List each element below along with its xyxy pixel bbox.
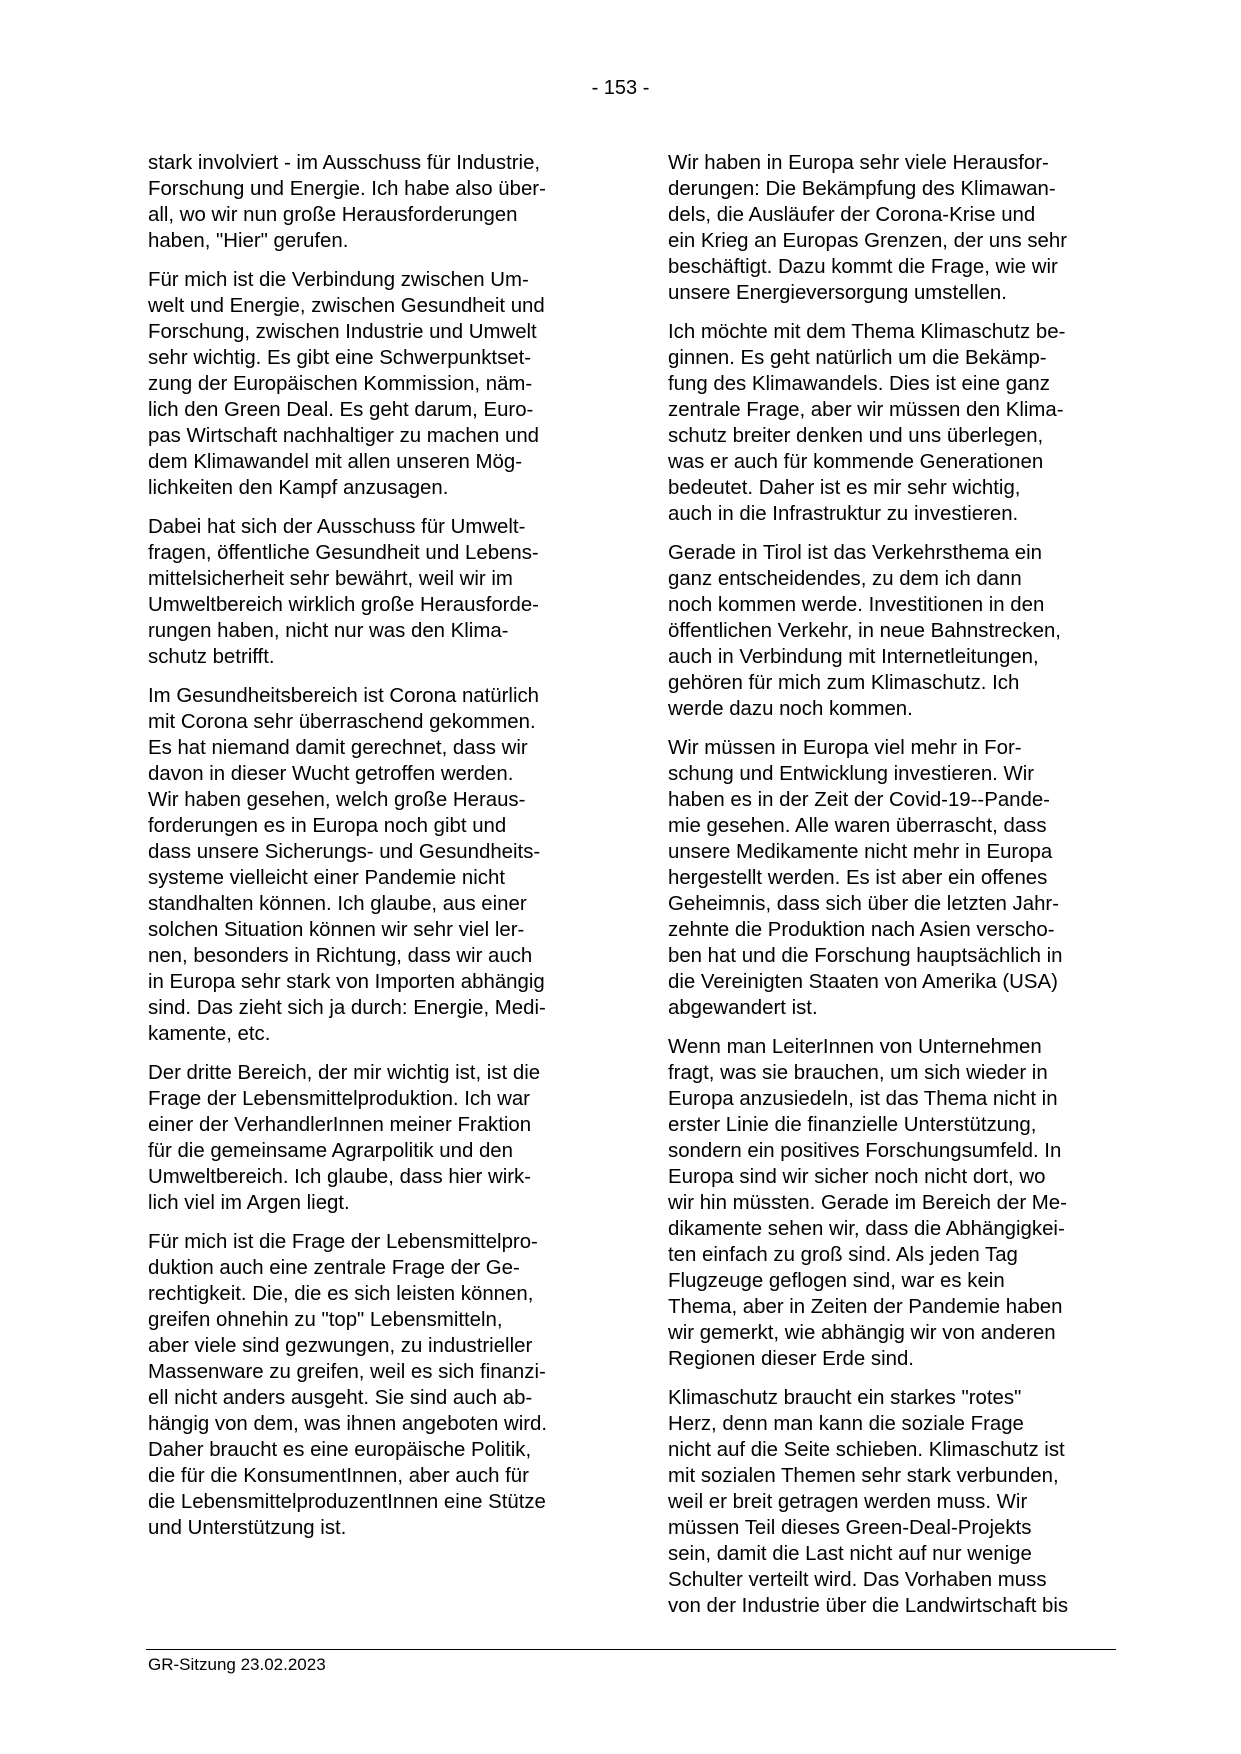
text-line: öffentlichen Verkehr, in neue Bahnstrecken, bbox=[668, 620, 1061, 642]
text-line: fragt, was sie brauchen, um sich wieder in bbox=[668, 1062, 1048, 1084]
text-line: die Vereinigten Staaten von Amerika (USA) bbox=[668, 971, 1058, 993]
text-line: lich den Green Deal. Es geht darum, Euro- bbox=[148, 399, 534, 421]
text-line: wir gemerkt, wie abhängig wir von anderen bbox=[668, 1322, 1056, 1344]
text-line: sehr wichtig. Es gibt eine Schwerpunktset- bbox=[148, 347, 532, 369]
text-line: sind. Das zieht sich ja durch: Energie, Medi- bbox=[148, 997, 546, 1019]
text-line: einer der VerhandlerInnen meiner Fraktion bbox=[148, 1114, 532, 1136]
text-line: auch in die Infrastruktur zu investieren. bbox=[668, 503, 1019, 525]
text-line: unsere Energieversorgung umstellen. bbox=[668, 282, 1007, 304]
text-line: Europa anzusiedeln, ist das Thema nicht in bbox=[668, 1088, 1058, 1110]
text-line: Frage der Lebensmittelproduktion. Ich war bbox=[148, 1088, 530, 1110]
text-line: lichkeiten den Kampf anzusagen. bbox=[148, 477, 449, 499]
text-line: lich viel im Argen liegt. bbox=[148, 1192, 350, 1214]
text-line: Wir haben gesehen, welch große Heraus- bbox=[148, 789, 526, 811]
text-line: ein Krieg an Europas Grenzen, der uns sehr bbox=[668, 230, 1067, 252]
text-line: Im Gesundheitsbereich ist Corona natürlich bbox=[148, 685, 540, 707]
text-line: bedeutet. Daher ist es mir sehr wichtig, bbox=[668, 477, 1021, 499]
paragraph bbox=[148, 150, 598, 254]
text-line: rungen haben, nicht nur was den Klima- bbox=[148, 620, 509, 642]
text-line: die für die KonsumentInnen, aber auch für bbox=[148, 1465, 529, 1487]
text-line: und Unterstützung ist. bbox=[148, 1517, 347, 1539]
text-line: in Europa sehr stark von Importen abhängig bbox=[148, 971, 545, 993]
text-line: mit Corona sehr überraschend gekommen. bbox=[148, 711, 536, 733]
page-number: - 153 - bbox=[591, 77, 650, 99]
text-line: dass unsere Sicherungs- und Gesundheits- bbox=[148, 841, 541, 863]
text-line: ten einfach zu groß sind. Als jeden Tag bbox=[668, 1244, 1018, 1266]
text-line: greifen ohnehin zu "top" Lebensmitteln, bbox=[148, 1309, 503, 1331]
footer-session-date: GR-Sitzung 23.02.2023 bbox=[148, 1655, 326, 1674]
text-line: Forschung und Energie. Ich habe also über- bbox=[148, 178, 546, 200]
text-line: fragen, öffentliche Gesundheit und Lebens- bbox=[148, 542, 539, 564]
right-column bbox=[668, 150, 1118, 1632]
text-line: all, wo wir nun große Herausforderungen bbox=[148, 204, 518, 226]
text-line: abgewandert ist. bbox=[668, 997, 818, 1019]
footer-divider bbox=[146, 1649, 1116, 1650]
paragraph bbox=[148, 1229, 598, 1541]
text-line: werde dazu noch kommen. bbox=[668, 698, 913, 720]
text-line: für die gemeinsame Agrarpolitik und den bbox=[148, 1140, 513, 1162]
text-line: mie gesehen. Alle waren überrascht, dass bbox=[668, 815, 1047, 837]
text-line: ell nicht anders ausgeht. Sie sind auch ab- bbox=[148, 1387, 533, 1409]
text-line: Wenn man LeiterInnen von Unternehmen bbox=[668, 1036, 1042, 1058]
left-column bbox=[148, 150, 598, 1554]
text-line: Wir haben in Europa sehr viele Herausfor- bbox=[668, 152, 1049, 174]
text-line: Thema, aber in Zeiten der Pandemie haben bbox=[668, 1296, 1063, 1318]
text-line: von der Industrie über die Landwirtschaft bis bbox=[668, 1595, 1069, 1617]
text-line: Regionen dieser Erde sind. bbox=[668, 1348, 914, 1370]
text-line: müssen Teil dieses Green-Deal-Projekts bbox=[668, 1517, 1032, 1539]
text-line: zehnte die Produktion nach Asien verscho- bbox=[668, 919, 1055, 941]
text-line: Der dritte Bereich, der mir wichtig ist, ist die bbox=[148, 1062, 541, 1084]
text-line: schutz betrifft. bbox=[148, 646, 275, 668]
text-line: stark involviert - im Ausschuss für Industrie, bbox=[148, 152, 541, 174]
text-line: Herz, denn man kann die soziale Frage bbox=[668, 1413, 1024, 1435]
text-line: Europa sind wir sicher noch nicht dort, wo bbox=[668, 1166, 1046, 1188]
text-line: auch in Verbindung mit Internetleitungen, bbox=[668, 646, 1039, 668]
text-line: dikamente sehen wir, dass die Abhängigkei- bbox=[668, 1218, 1065, 1240]
text-line: hergestellt werden. Es ist aber ein offenes bbox=[668, 867, 1048, 889]
text-line: schutz breiter denken und uns überlegen, bbox=[668, 425, 1044, 447]
text-line: Wir müssen in Europa viel mehr in For- bbox=[668, 737, 1022, 759]
text-line: standhalten können. Ich glaube, aus einer bbox=[148, 893, 527, 915]
text-line: Für mich ist die Frage der Lebensmittelpro- bbox=[148, 1231, 538, 1253]
text-line: Es hat niemand damit gerechnet, dass wir bbox=[148, 737, 528, 759]
paragraph bbox=[148, 514, 598, 670]
text-line: sondern ein positives Forschungsumfeld. In bbox=[668, 1140, 1062, 1162]
text-line: dem Klimawandel mit allen unseren Mög- bbox=[148, 451, 523, 473]
text-line: Ich möchte mit dem Thema Klimaschutz be- bbox=[668, 321, 1066, 343]
text-line: was er auch für kommende Generationen bbox=[668, 451, 1044, 473]
text-line: rechtigkeit. Die, die es sich leisten können, bbox=[148, 1283, 534, 1305]
paragraph bbox=[668, 1385, 1118, 1619]
text-line: schung und Entwicklung investieren. Wir bbox=[668, 763, 1035, 785]
text-line: die LebensmittelproduzentInnen eine Stütze bbox=[148, 1491, 546, 1513]
text-line: Klimaschutz braucht ein starkes "rotes" bbox=[668, 1387, 1022, 1409]
text-line: sein, damit die Last nicht auf nur wenige bbox=[668, 1543, 1032, 1565]
text-line: Umweltbereich wirklich große Herausforde- bbox=[148, 594, 539, 616]
text-line: nicht auf die Seite schieben. Klimaschutz ist bbox=[668, 1439, 1065, 1461]
text-line: gehören für mich zum Klimaschutz. Ich bbox=[668, 672, 1020, 694]
text-line: noch kommen werde. Investitionen in den bbox=[668, 594, 1045, 616]
text-line: solchen Situation können wir sehr viel ler- bbox=[148, 919, 525, 941]
text-line: pas Wirtschaft nachhaltiger zu machen und bbox=[148, 425, 540, 447]
text-line: Gerade in Tirol ist das Verkehrsthema ein bbox=[668, 542, 1043, 564]
paragraph bbox=[668, 150, 1118, 306]
text-line: Forschung, zwischen Industrie und Umwelt bbox=[148, 321, 537, 343]
paragraph bbox=[148, 267, 598, 501]
text-line: Dabei hat sich der Ausschuss für Umwelt- bbox=[148, 516, 526, 538]
text-line: Umweltbereich. Ich glaube, dass hier wirk- bbox=[148, 1166, 532, 1188]
text-line: Schulter verteilt wird. Das Vorhaben muss bbox=[668, 1569, 1047, 1591]
text-line: weil er breit getragen werden muss. Wir bbox=[668, 1491, 1028, 1513]
paragraph bbox=[668, 540, 1118, 722]
text-line: mittelsicherheit sehr bewährt, weil wir im bbox=[148, 568, 513, 590]
text-line: Flugzeuge geflogen sind, war es kein bbox=[668, 1270, 1005, 1292]
text-line: zentrale Frage, aber wir müssen den Klima- bbox=[668, 399, 1064, 421]
text-line: forderungen es in Europa noch gibt und bbox=[148, 815, 507, 837]
text-line: haben, "Hier" gerufen. bbox=[148, 230, 349, 252]
text-line: ganz entscheidendes, zu dem ich dann bbox=[668, 568, 1022, 590]
paragraph bbox=[668, 1034, 1118, 1372]
text-line: aber viele sind gezwungen, zu industrieller bbox=[148, 1335, 533, 1357]
text-line: unsere Medikamente nicht mehr in Europa bbox=[668, 841, 1053, 863]
text-line: hängig von dem, was ihnen angeboten wird. bbox=[148, 1413, 548, 1435]
text-line: wir hin müssten. Gerade im Bereich der Me- bbox=[668, 1192, 1067, 1214]
text-line: ginnen. Es geht natürlich um die Bekämp- bbox=[668, 347, 1047, 369]
paragraph bbox=[148, 1060, 598, 1216]
text-line: welt und Energie, zwischen Gesundheit und bbox=[148, 295, 545, 317]
text-line: nen, besonders in Richtung, dass wir auch bbox=[148, 945, 533, 967]
text-line: dels, die Ausläufer der Corona-Krise und bbox=[668, 204, 1036, 226]
paragraph bbox=[668, 735, 1118, 1021]
text-line: Massenware zu greifen, weil es sich finanzi- bbox=[148, 1361, 546, 1383]
text-line: Geheimnis, dass sich über die letzten Jahr- bbox=[668, 893, 1060, 915]
text-line: Daher braucht es eine europäische Politik, bbox=[148, 1439, 532, 1461]
paragraph bbox=[148, 683, 598, 1047]
text-line: systeme vielleicht einer Pandemie nicht bbox=[148, 867, 506, 889]
text-line: beschäftigt. Dazu kommt die Frage, wie wir bbox=[668, 256, 1058, 278]
text-line: Für mich ist die Verbindung zwischen Um- bbox=[148, 269, 529, 291]
text-line: mit sozialen Themen sehr stark verbunden, bbox=[668, 1465, 1059, 1487]
text-line: derungen: Die Bekämpfung des Klimawan- bbox=[668, 178, 1056, 200]
text-line: kamente, etc. bbox=[148, 1023, 271, 1045]
text-line: fung des Klimawandels. Dies ist eine ganz bbox=[668, 373, 1050, 395]
text-line: haben es in der Zeit der Covid-19--Pande- bbox=[668, 789, 1050, 811]
text-line: zung der Europäischen Kommission, näm- bbox=[148, 373, 533, 395]
text-line: duktion auch eine zentrale Frage der Ge- bbox=[148, 1257, 520, 1279]
paragraph bbox=[668, 319, 1118, 527]
text-line: davon in dieser Wucht getroffen werden. bbox=[148, 763, 514, 785]
text-line: erster Linie die finanzielle Unterstützung, bbox=[668, 1114, 1037, 1136]
text-line: ben hat und die Forschung hauptsächlich in bbox=[668, 945, 1063, 967]
